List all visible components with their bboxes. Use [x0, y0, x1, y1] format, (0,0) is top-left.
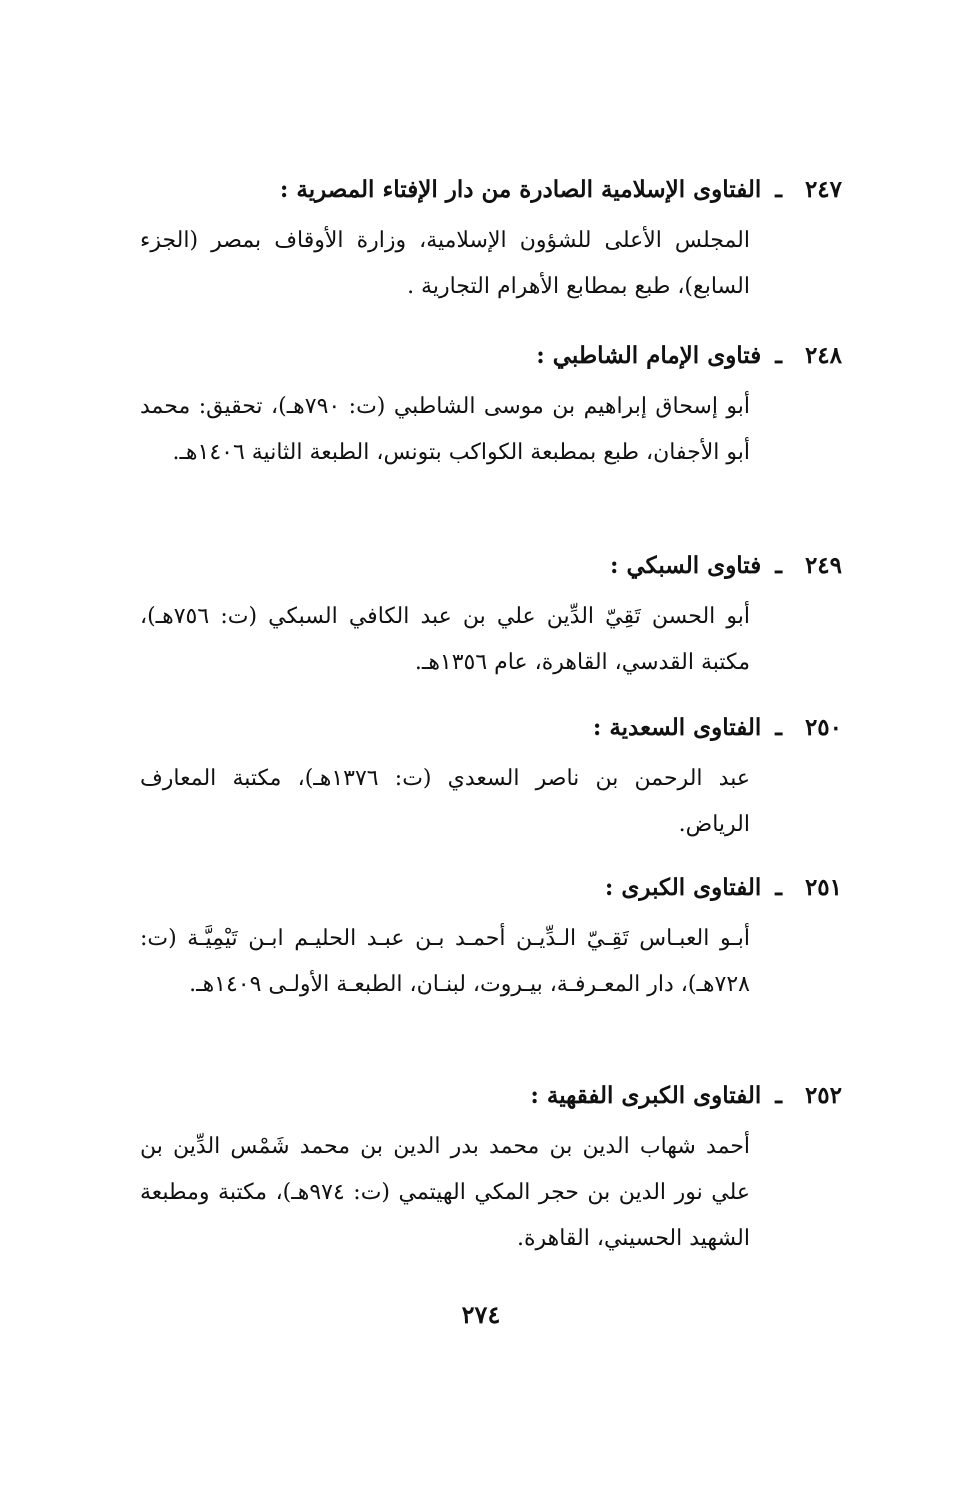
bibliography-entry-251: [140, 866, 842, 1008]
entry-title: الفتاوى الكبرى :: [604, 874, 762, 901]
entry-body: أبو إسحاق إبراهيم بن موسى الشاطبي (ت: ٧٩٠هـ)، تحقيق: محمد أبو الأجفان، طبع بمطبعة الكواكب بتونس، الطبعة الثانية ١٤٠٦هـ.: [140, 394, 750, 465]
entry-dash: ـ: [775, 176, 782, 203]
entry-heading: [140, 168, 842, 212]
entry-heading: [140, 1074, 842, 1118]
entry-body: أحمد شهاب الدين بن محمد بدر الدين بن محمد شَمْس الدِّين بن علي نور الدين بن حجر المكي الهيتمي (ت: ٩٧٤هـ)، مكتبة ومطبعة الشهيد الحسيني، القاهرة.: [140, 1134, 750, 1251]
entry-number: ٢٥٠: [804, 714, 842, 741]
entry-dash: ـ: [775, 874, 782, 901]
entry-dash: ـ: [775, 552, 782, 579]
entry-dash: ـ: [775, 714, 782, 741]
entry-body: عبد الرحمن بن ناصر السعدي (ت: ١٣٧٦هـ)، مكتبة المعارف الرياض.: [140, 766, 750, 837]
entry-dash: ـ: [775, 342, 782, 369]
bibliography-entry-247: [140, 168, 842, 310]
page-number: ٢٧٤: [461, 1300, 501, 1329]
entry-heading: [140, 544, 842, 588]
entry-heading: [140, 866, 842, 910]
entry-heading: [140, 334, 842, 378]
entry-number: ٢٤٧: [804, 176, 842, 203]
entry-body: المجلس الأعلى للشؤون الإسلامية، وزارة الأوقاف بمصر (الجزء السابع)، طبع بمطابع الأهرام التجارية .: [140, 228, 750, 299]
bibliography-entry-248: [140, 334, 842, 476]
bibliography-entry-249: [140, 544, 842, 686]
entry-number: ٢٤٨: [804, 342, 842, 369]
bibliography-entry-252: [140, 1074, 842, 1262]
entry-number: ٢٤٩: [804, 552, 842, 579]
entry-number: ٢٥١: [804, 874, 842, 901]
entry-title: الفتاوى السعدية :: [592, 714, 762, 741]
entry-title: الفتاوى الكبرى الفقهية :: [530, 1082, 762, 1109]
bibliography-entry-250: [140, 706, 842, 848]
entry-heading: [140, 706, 842, 750]
entry-body: أبو الحسن تَقِيّ الدِّين علي بن عبد الكافي السبكي (ت: ٧٥٦هـ)، مكتبة القدسي، القاهرة، عام ١٣٥٦هـ.: [140, 604, 750, 675]
entry-dash: ـ: [775, 1082, 782, 1109]
entry-body: أبـو العبـاس تَقِـيّ الـدِّيـن أحمـد بـن عبـد الحليـم ابـن تَيْمِيَّـة (ت: ٧٢٨هـ)، دار المعـرفـة، بيـروت، لبنـان، الطبعـة الأولـى ١٤٠٩هـ.: [140, 926, 750, 997]
entry-title: فتاوى الإمام الشاطبي :: [536, 342, 762, 369]
entry-title: الفتاوى الإسلامية الصادرة من دار الإفتاء المصرية :: [279, 176, 762, 203]
entry-number: ٢٥٢: [804, 1082, 842, 1109]
entry-title: فتاوى السبكي :: [609, 552, 762, 579]
